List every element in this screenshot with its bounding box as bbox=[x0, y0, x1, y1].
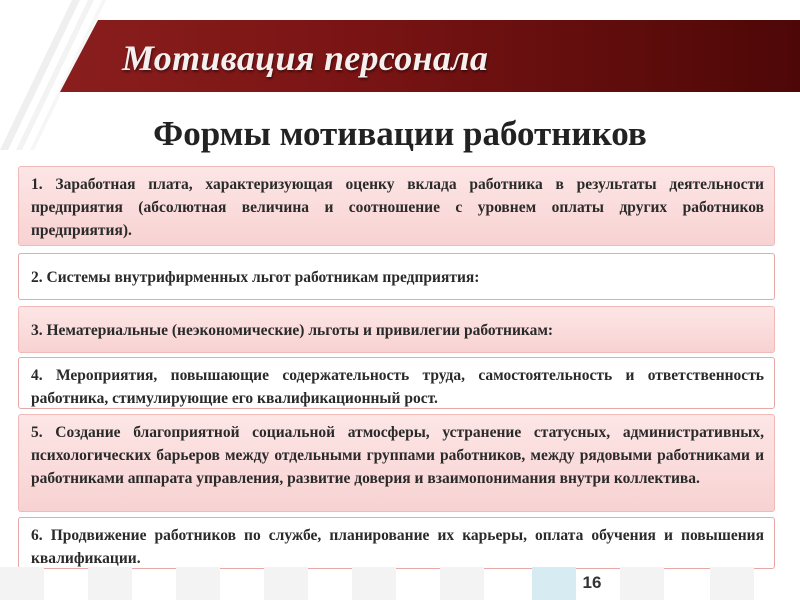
decor-tile bbox=[352, 567, 396, 600]
list-item-4: 4. Мероприятия, повышающие содержательность труда, самостоятельность и ответственность работника, стимулирующие его квалификационный рост. bbox=[18, 357, 775, 409]
slide-title: Мотивация персонала bbox=[122, 38, 489, 78]
list-item-2: 2. Системы внутрифирменных льгот работникам предприятия: bbox=[18, 253, 775, 300]
decor-tile bbox=[710, 567, 754, 600]
decor-tile bbox=[88, 567, 132, 600]
page-number: 16 bbox=[582, 573, 602, 592]
slide-subtitle: Формы мотивации работников bbox=[153, 114, 647, 153]
decor-tile bbox=[264, 567, 308, 600]
decor-tile bbox=[620, 567, 664, 600]
decor-tile bbox=[176, 567, 220, 600]
list-item-6: 6. Продвижение работников по службе, планирование их карьеры, оплата обучения и повышения квалификации. bbox=[18, 517, 775, 569]
decor-tile bbox=[440, 567, 484, 600]
list-item-5: 5. Создание благоприятной социальной атмосферы, устранение статусных, административных, психологических барьеров между отдельными группами работников, между рядовыми работниками и работниками аппарата управления, развитие доверия и взаимопонимания внутри коллектива. bbox=[18, 414, 775, 512]
bottom-decor-tiles bbox=[0, 567, 800, 600]
list-item-1: 1. Заработная плата, характеризующая оценку вклада работника в результаты деятельности предприятия (абсолютная величина и соотношение с уровнем оплаты других работников предприятия). bbox=[18, 166, 775, 246]
list-item-3: 3. Нематериальные (неэкономические) льготы и привилегии работникам: bbox=[18, 306, 775, 353]
decor-tile bbox=[0, 567, 44, 600]
decor-tile-accent bbox=[532, 567, 576, 600]
